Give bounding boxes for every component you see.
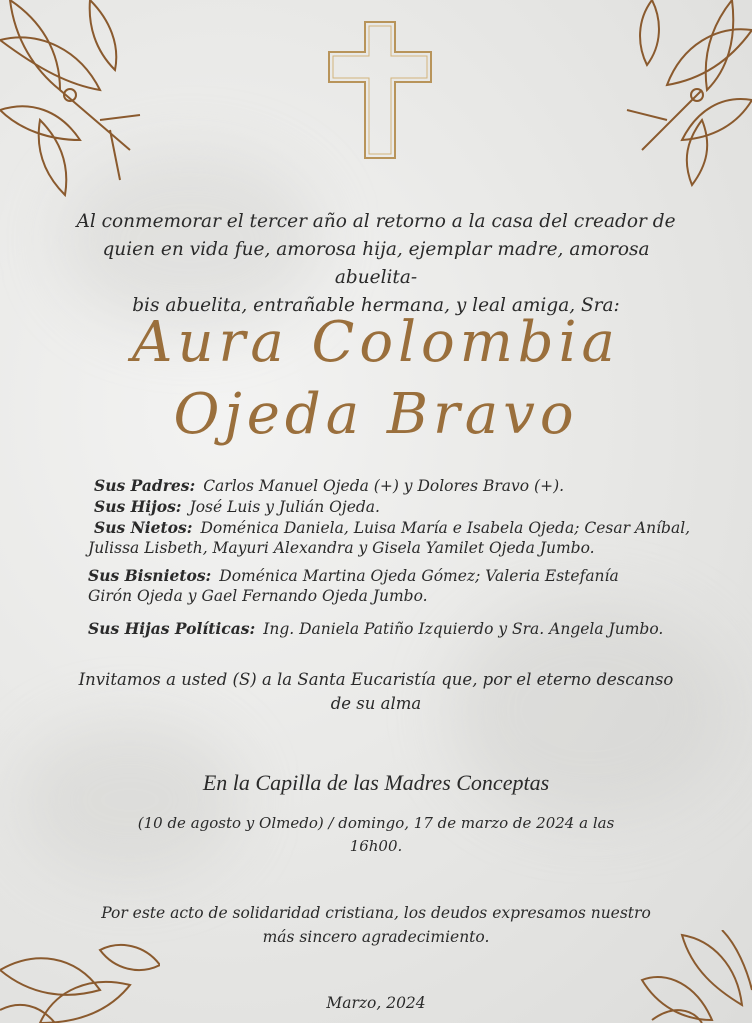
floral-decoration-top-right (622, 0, 752, 190)
cross-icon (327, 20, 433, 160)
intro-line: Al conmemorar el tercer año al retorno a la casa del creador de (76, 211, 676, 232)
floral-decoration-top-left (0, 0, 150, 200)
great-grandchildren-continued: Girón Ojeda y Gael Fernando Ojeda Jumbo. (88, 587, 428, 605)
deceased-name-first: Aura Colombia (132, 310, 620, 375)
great-grandchildren-line (88, 566, 718, 586)
children-label: Sus Hijos: (94, 497, 182, 516)
grandchildren-continued: Julissa Lisbeth, Mayuri Alexandra y Gisela Yamilet Ojeda Jumbo. (88, 539, 595, 557)
event-details (130, 812, 622, 858)
parents-label: Sus Padres: (94, 476, 196, 495)
daughters-in-law-line (88, 619, 718, 639)
children-line (94, 497, 724, 517)
daughters-in-law-label: Sus Hijas Políticas: (88, 619, 256, 638)
grandchildren-line (94, 518, 724, 538)
deceased-name-last: Ojeda Bravo (173, 382, 579, 447)
thanks-line: más sincero agradecimiento. (262, 928, 490, 946)
event-place: En la Capilla de las Madres Conceptas (202, 770, 550, 795)
publication-date: Marzo, 2024 (326, 994, 426, 1012)
daughters-in-law-names: Ing. Daniela Patiño Izquierdo y Sra. Angela Jumbo. (263, 620, 664, 638)
great-grandchildren-names: Doménica Martina Ojeda Gómez; Valeria Estefanía (219, 567, 619, 585)
thanks-line: Por este acto de solidaridad cristiana, los deudos expresamos nuestro (101, 904, 651, 922)
parents-line (94, 476, 724, 496)
intro-text (60, 208, 692, 320)
children-names: José Luis y Julián Ojeda. (189, 498, 380, 516)
grandchildren-label: Sus Nietos: (94, 518, 193, 537)
great-grandchildren-label: Sus Bisnietos: (88, 566, 212, 585)
event-details-line: 16h00. (349, 837, 403, 855)
invitation-text (70, 668, 682, 716)
thanks-text (90, 901, 662, 949)
grandchildren-names: Doménica Daniela, Luisa María e Isabela Ojeda; Cesar Aníbal, (200, 519, 691, 537)
parents-names: Carlos Manuel Ojeda (+) y Dolores Bravo (+). (203, 477, 565, 495)
invitation-line: Invitamos a usted (S) a la Santa Eucaristía que, por el eterno descanso (78, 670, 674, 689)
intro-line: quien en vida fue, amorosa hija, ejemplar madre, amorosa abuelita- (102, 239, 650, 288)
event-details-line: (10 de agosto y Olmedo) / domingo, 17 de marzo de 2024 a las (137, 814, 615, 832)
intro-line: bis abuelita, entrañable hermana, y leal amiga, Sra: (132, 295, 620, 316)
invitation-line: de su alma (330, 694, 422, 713)
